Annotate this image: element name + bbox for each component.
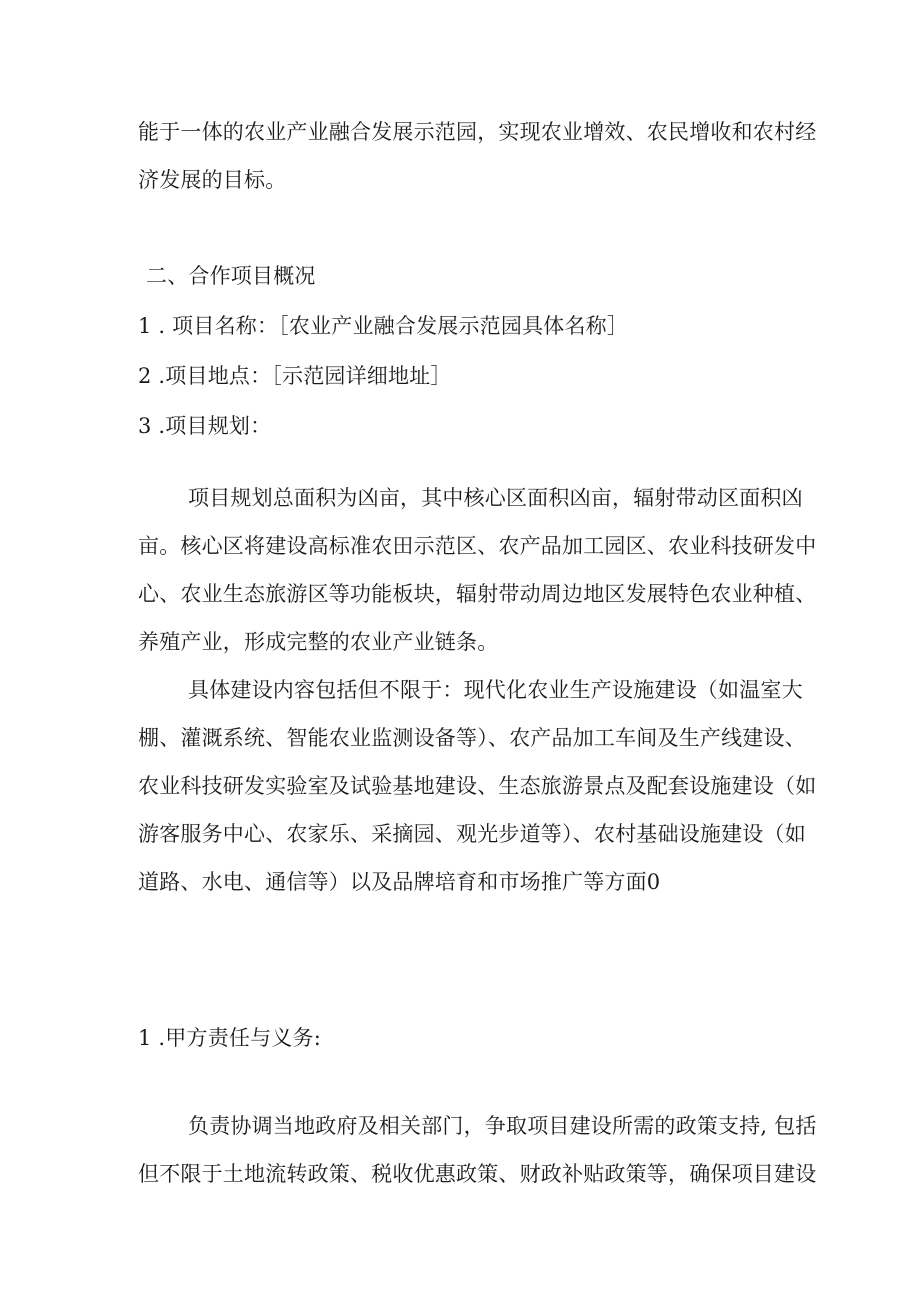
project-plan-item: 3 .项目规划： [138,414,272,438]
plan-para1-line-1: 项目规划总面积为凶亩，其中核心区面积凶亩，辐射带动区面积凶 [188,486,803,510]
project-name-item: 1 . 项目名称：［农业产业融合发展示范园具体名称］ [138,314,629,338]
section-heading: 二、合作项目概况 [146,264,316,288]
intro-line-2: 济发展的目标。 [138,168,287,192]
plan-para1-line-3: 心、农业生态旅游区等功能板块，辐射带动周边地区发展特色农业种植、 [138,582,817,606]
intro-line-1: 能于一体的农业产业融合发展示范园，实现农业增效、农民增收和农村经 [138,120,817,144]
plan-para2-line-4: 游客服务中心、农家乐、采摘园、观光步道等）、农村基础设施建设（如 [138,822,806,846]
plan-para2-line-3: 农业科技研发实验室及试验基地建设、生态旅游景点及配套设施建设（如 [138,774,817,798]
party-a-line-1: 负责协调当地政府及相关部门，争取项目建设所需的政策支持, 包括 [188,1114,817,1138]
plan-para2-line-5: 道路、水电、通信等）以及品牌培育和市场推广等方面0 [138,870,661,894]
party-a-line-2: 但不限于土地流转政策、税收优惠政策、财政补贴政策等，确保项目建设 [138,1162,817,1186]
plan-para1-line-2: 亩。核心区将建设高标准农田示范区、农产品加工园区、农业科技研发中 [138,534,817,558]
project-location-item: 2 .项目地点：［示范园详细地址］ [138,364,452,388]
plan-para1-line-4: 养殖产业，形成完整的农业产业链条。 [138,630,499,654]
plan-para2-line-2: 棚、灌溉系统、智能农业监测设备等）、农产品加工车间及生产线建设、 [138,726,806,750]
party-a-heading: 1 .甲方责任与义务: [138,1026,321,1050]
plan-para2-line-1: 具体建设内容包括但不限于：现代化农业生产设施建设（如温室大 [188,678,803,702]
